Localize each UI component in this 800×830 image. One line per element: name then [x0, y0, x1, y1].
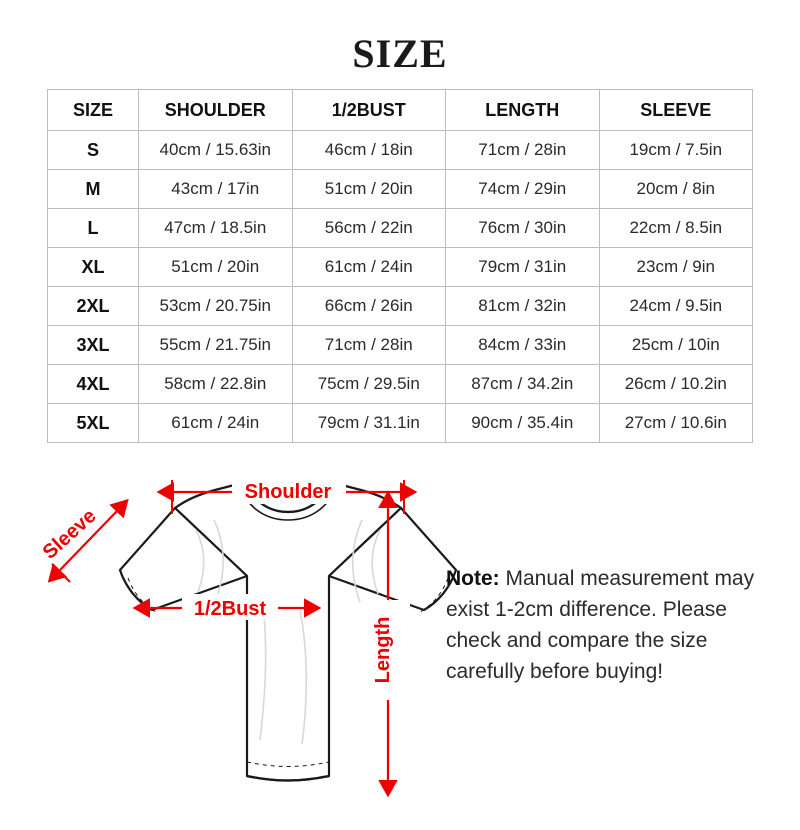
sleeve-measure — [39, 505, 118, 582]
column-header-length: LENGTH — [446, 90, 600, 131]
table-row — [48, 404, 753, 443]
cell-bust: 46cm / 18in — [292, 131, 446, 170]
cell-sleeve: 24cm / 9.5in — [599, 287, 753, 326]
cell-size: L — [48, 209, 139, 248]
page-title: SIZE — [352, 31, 448, 76]
cell-size: 3XL — [48, 326, 139, 365]
cell-shoulder: 58cm / 22.8in — [139, 365, 293, 404]
cell-size: M — [48, 170, 139, 209]
cell-shoulder: 43cm / 17in — [139, 170, 293, 209]
cell-length: 76cm / 30in — [446, 209, 600, 248]
cell-shoulder: 51cm / 20in — [139, 248, 293, 287]
note-label: Note: — [446, 567, 500, 590]
column-header-size: SIZE — [48, 90, 139, 131]
cell-bust: 66cm / 26in — [292, 287, 446, 326]
size-chart-table — [47, 89, 753, 443]
cell-bust: 79cm / 31.1in — [292, 404, 446, 443]
cell-bust: 51cm / 20in — [292, 170, 446, 209]
note-block — [446, 563, 766, 687]
bust-label: 1/2Bust — [193, 598, 267, 620]
cell-length: 84cm / 33in — [446, 326, 600, 365]
cell-shoulder: 61cm / 24in — [139, 404, 293, 443]
table-header — [48, 90, 753, 131]
table-row — [48, 287, 753, 326]
cell-sleeve: 20cm / 8in — [599, 170, 753, 209]
cell-size: 5XL — [48, 404, 139, 443]
cell-size: 4XL — [48, 365, 139, 404]
cell-sleeve: 19cm / 7.5in — [599, 131, 753, 170]
cell-shoulder: 55cm / 21.75in — [139, 326, 293, 365]
table-row — [48, 131, 753, 170]
table-row — [48, 326, 753, 365]
cell-shoulder: 47cm / 18.5in — [139, 209, 293, 248]
cell-length: 74cm / 29in — [446, 170, 600, 209]
cell-shoulder: 53cm / 20.75in — [139, 287, 293, 326]
note-text: Manual measurement may exist 1-2cm difference. Please check and compare the size carefully before buying! — [446, 567, 755, 683]
cell-size: S — [48, 131, 139, 170]
cell-length: 90cm / 35.4in — [446, 404, 600, 443]
cell-bust: 75cm / 29.5in — [292, 365, 446, 404]
cell-bust: 71cm / 28in — [292, 326, 446, 365]
column-header-sleeve: SLEEVE — [599, 90, 753, 131]
table-row — [48, 209, 753, 248]
table-header-row — [48, 90, 753, 131]
cell-length: 81cm / 32in — [446, 287, 600, 326]
column-header-bust: 1/2BUST — [292, 90, 446, 131]
cell-length: 71cm / 28in — [446, 131, 600, 170]
shoulder-label: Shoulder — [244, 481, 332, 503]
table-row — [48, 248, 753, 287]
size-chart-table-container — [47, 89, 753, 443]
cell-bust: 61cm / 24in — [292, 248, 446, 287]
cell-sleeve: 26cm / 10.2in — [599, 365, 753, 404]
cell-sleeve: 25cm / 10in — [599, 326, 753, 365]
cell-size: 2XL — [48, 287, 139, 326]
sleeve-label: Sleeve — [38, 504, 101, 564]
table-row — [48, 170, 753, 209]
cell-size: XL — [48, 248, 139, 287]
cell-length: 79cm / 31in — [446, 248, 600, 287]
column-header-shoulder: SHOULDER — [139, 90, 293, 131]
cell-sleeve: 27cm / 10.6in — [599, 404, 753, 443]
table-row — [48, 365, 753, 404]
cell-sleeve: 22cm / 8.5in — [599, 209, 753, 248]
cell-shoulder: 40cm / 15.63in — [139, 131, 293, 170]
table-body — [48, 131, 753, 443]
length-label: Length — [372, 616, 394, 684]
cell-bust: 56cm / 22in — [292, 209, 446, 248]
cell-sleeve: 23cm / 9in — [599, 248, 753, 287]
cell-length: 87cm / 34.2in — [446, 365, 600, 404]
